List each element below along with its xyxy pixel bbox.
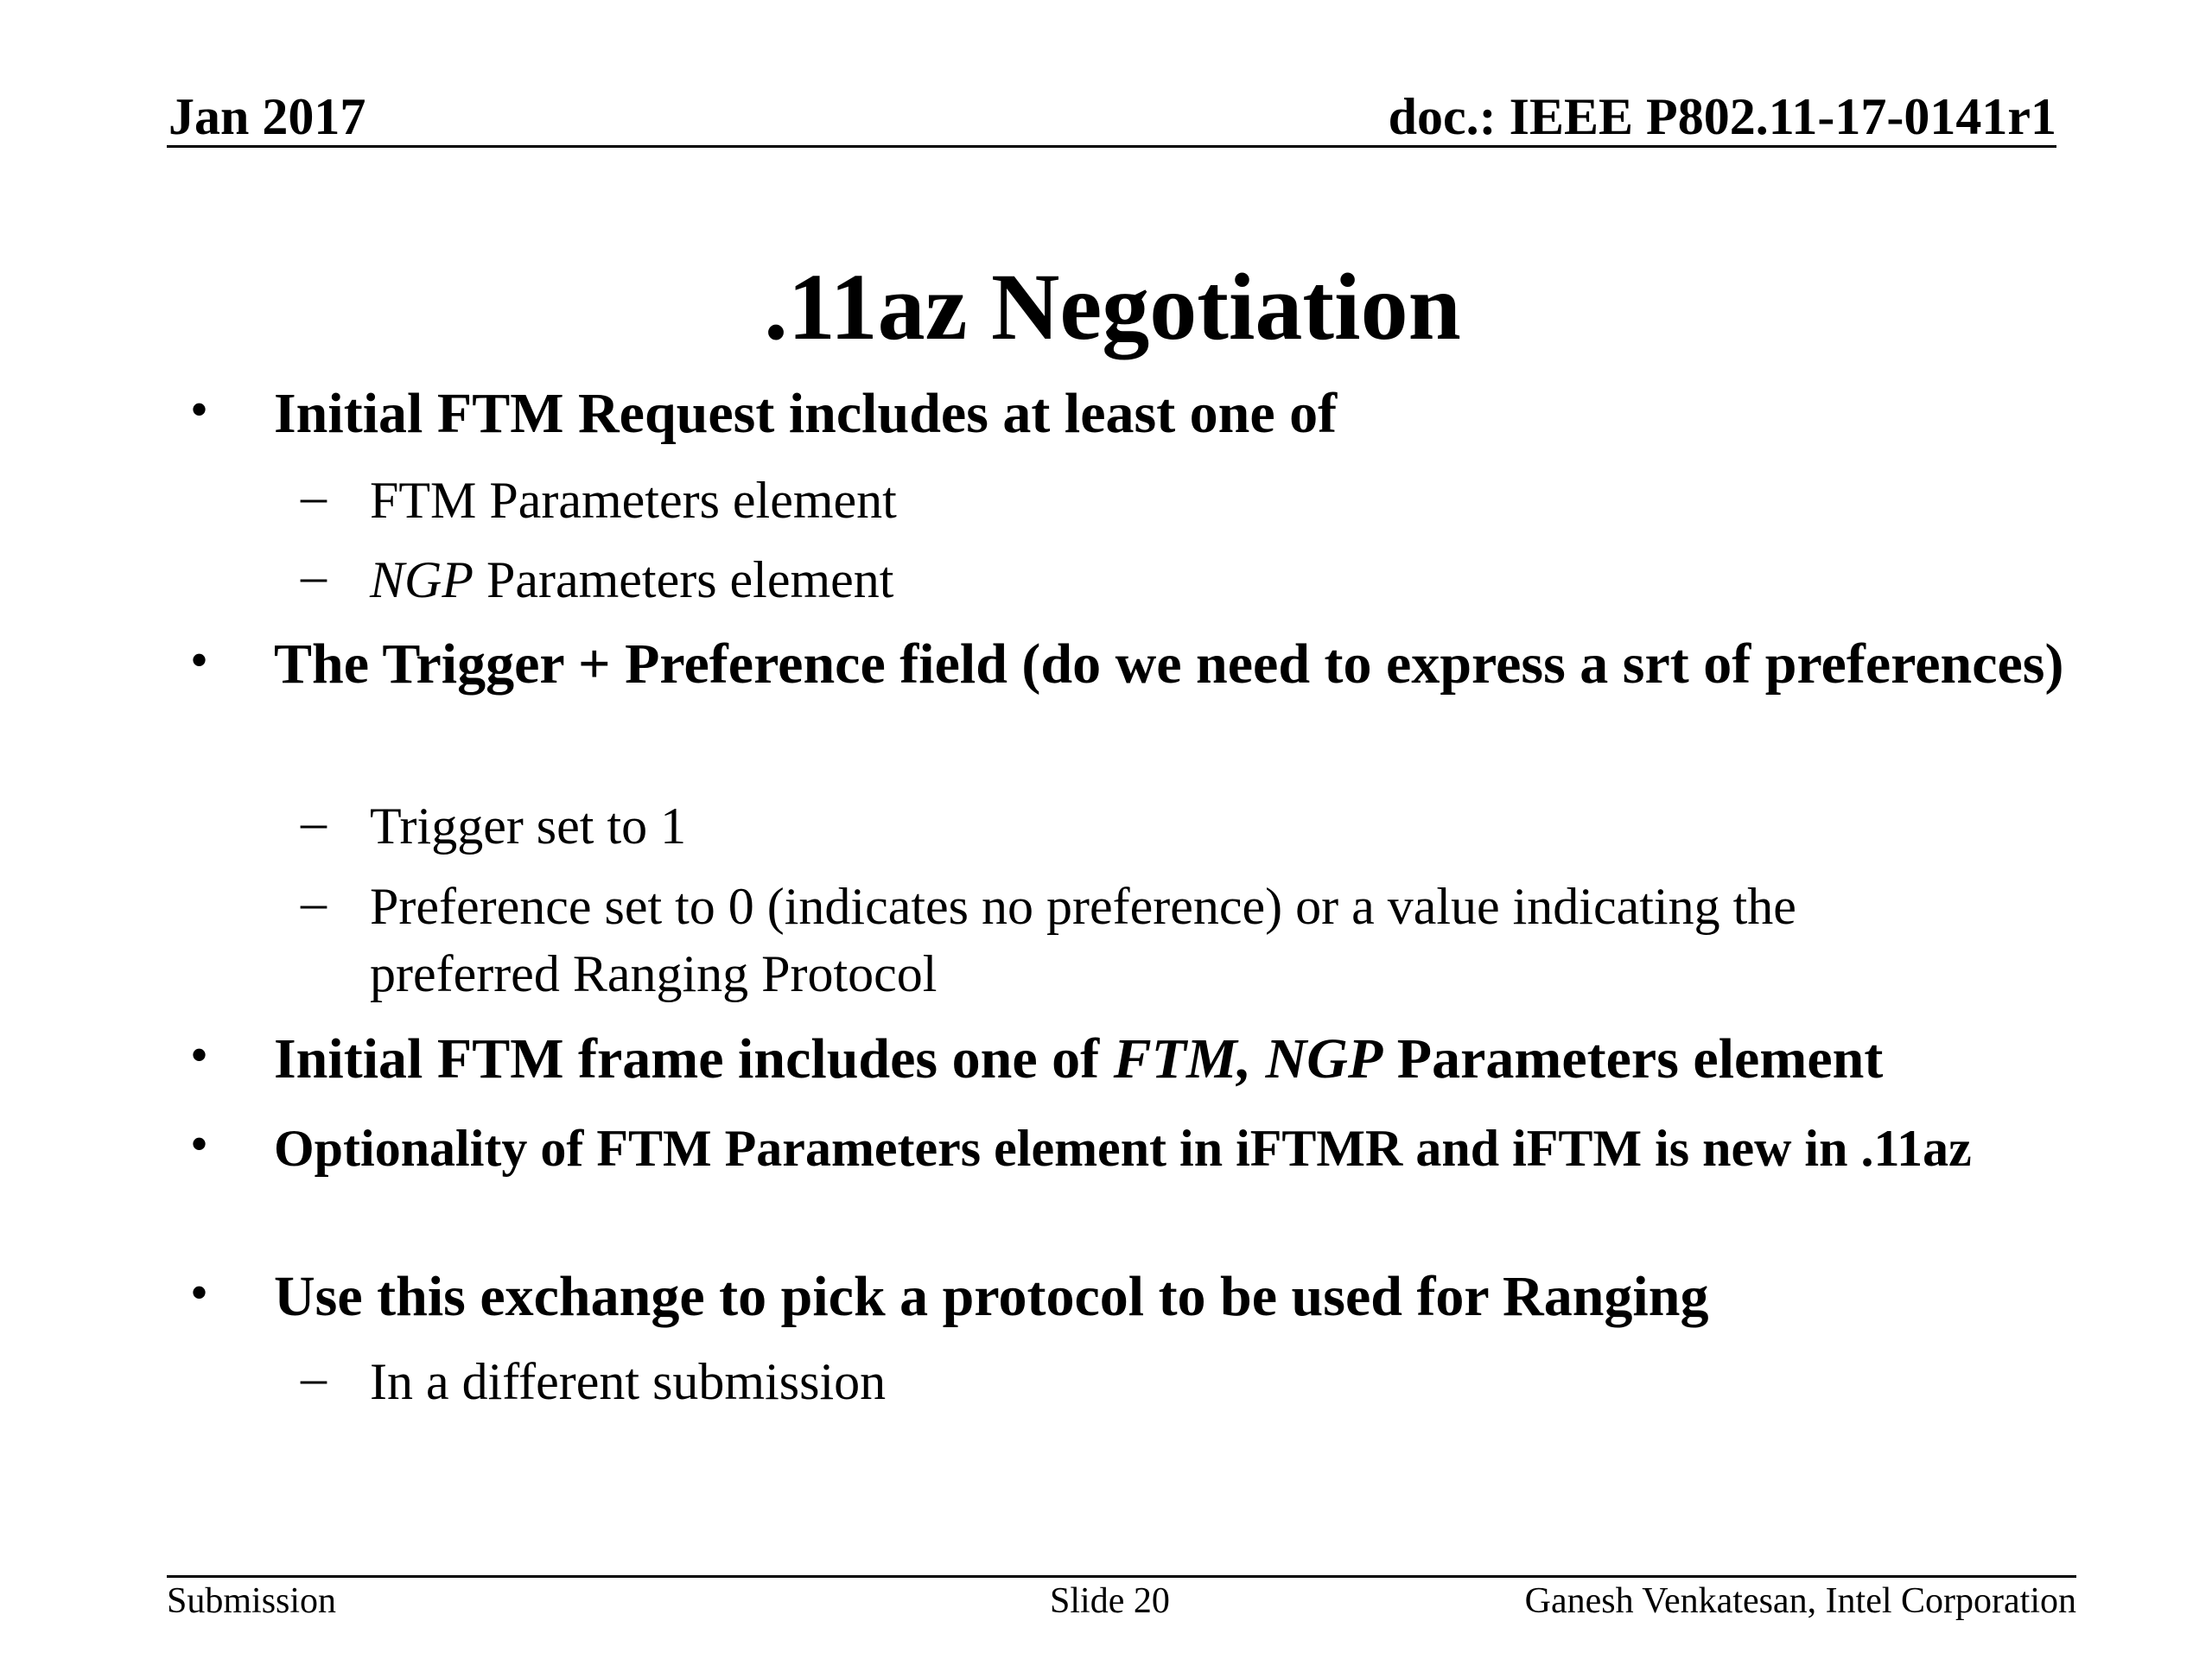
bullet-initial-ftm-request: Initial FTM Request includes at least one of — [274, 382, 1338, 445]
ngp-rest: Parameters element — [474, 551, 894, 608]
dash-glyph: – — [301, 467, 327, 524]
bullet-glyph: • — [190, 381, 209, 438]
footer-author: Ganesh Venkatesan, Intel Corporation — [1524, 1581, 2076, 1621]
sub-bullet-trigger-set: Trigger set to 1 — [370, 798, 687, 855]
dash-glyph: – — [301, 547, 327, 604]
bullet-glyph: • — [190, 1027, 209, 1084]
dash-glyph: – — [301, 874, 327, 931]
bullet-use-exchange: Use this exchange to pick a protocol to be used for Ranging — [274, 1265, 1709, 1328]
bullet-glyph: • — [190, 1264, 209, 1321]
footer-slide-number: Slide 20 — [1050, 1581, 1170, 1621]
header-doc-id: doc.: IEEE P802.11-17-0141r1 — [1388, 88, 2056, 145]
dash-glyph: – — [301, 793, 327, 850]
sub-bullet-ftm-parameters: FTM Parameters element — [370, 472, 897, 529]
ngp-emphasis: NGP — [370, 551, 474, 608]
frame-text-pre: Initial FTM frame includes one of — [274, 1027, 1114, 1090]
sub-bullet-preference-set: Preference set to 0 (indicates no preference) or a value indicating the preferred Ranging Protocol — [370, 878, 1796, 1002]
frame-text-post: Parameters element — [1382, 1027, 1884, 1090]
bullet-initial-ftm-frame — [274, 1022, 2088, 1096]
bullet-optionality: Optionality of FTM Parameters element in iFTMR and iFTM is new in .11az — [274, 1120, 1972, 1177]
header-date: Jan 2017 — [168, 88, 366, 145]
footer-rule — [167, 1575, 2076, 1578]
bullet-glyph: • — [190, 632, 209, 689]
sub-bullet-different-submission: In a different submission — [370, 1353, 887, 1410]
dash-glyph: – — [301, 1349, 327, 1406]
slide-title: .11az Negotiation — [764, 254, 1461, 359]
bullet-glyph: • — [190, 1116, 209, 1173]
header-rule — [167, 145, 2056, 148]
bullet-trigger-preference: The Trigger + Preference field (do we need to express a srt of preferences) — [274, 632, 2064, 696]
footer-submission: Submission — [167, 1581, 337, 1621]
frame-text-emphasis: FTM, NGP — [1113, 1027, 1383, 1090]
sub-bullet-ngp-parameters — [370, 546, 2089, 613]
